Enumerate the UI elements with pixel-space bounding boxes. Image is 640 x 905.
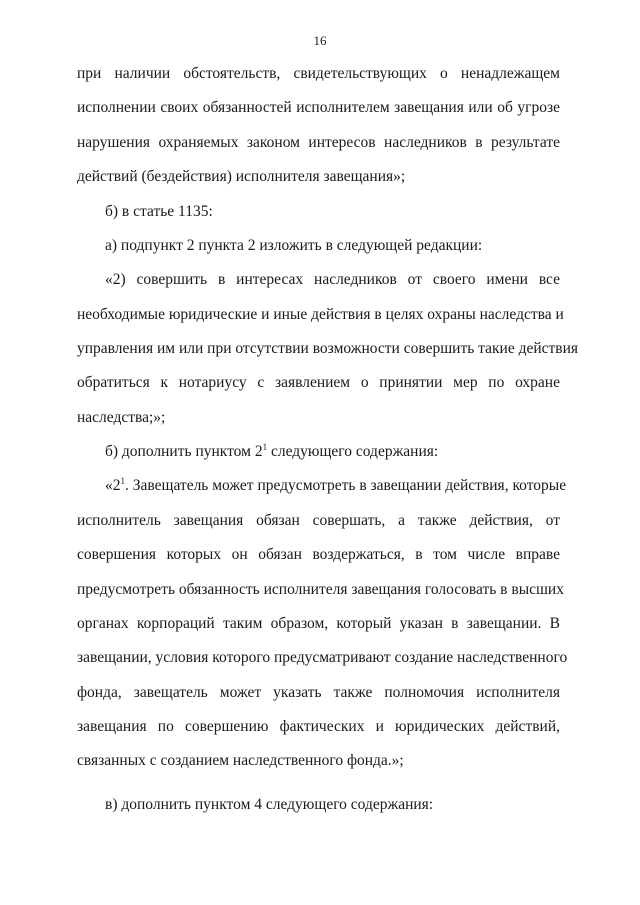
page-number: 16	[313, 33, 327, 48]
text-line: органах корпораций таким образом, который указан в завещании. В	[77, 615, 560, 632]
text-line: связанных с созданием наследственного фонда.»;	[77, 752, 404, 769]
text-fragment: «2	[105, 477, 121, 494]
text-line: завещания по совершению фактических и юридических действий,	[77, 718, 560, 735]
text-line: в) дополнить пунктом 4 следующего содержания:	[105, 796, 434, 813]
superscript: 1	[262, 442, 268, 452]
text-line: действий (бездействия) исполнителя завещания»;	[77, 168, 406, 185]
text-fragment: б) дополнить пунктом 2	[105, 443, 263, 460]
text-line: совершения которых он обязан воздержаться, в том числе вправе	[77, 546, 560, 563]
text-line: а) подпункт 2 пункта 2 изложить в следующей редакции:	[105, 237, 483, 254]
text-line: завещании, условия которого предусматривают создание наследственного	[77, 649, 568, 666]
text-line: наследства;»;	[77, 409, 166, 426]
text-fragment: следующего содержания:	[267, 443, 439, 460]
text-line: исполнении своих обязанностей исполнителем завещания или об угрозе	[77, 99, 560, 116]
text-line: необходимые юридические и иные действия в целях охраны наследства и	[77, 306, 564, 323]
text-line	[105, 476, 567, 496]
text-line: управления им или при отсутствии возможности совершить такие действия	[77, 340, 579, 357]
text-line: предусмотреть обязанность исполнителя завещания голосовать в высших	[77, 581, 564, 598]
text-line: исполнитель завещания обязан совершать, а также действия, от	[77, 512, 560, 529]
text-line: нарушения охраняемых законом интересов наследников в результате	[77, 134, 560, 151]
text-line: фонда, завещатель может указать также полномочия исполнителя	[77, 684, 560, 701]
text-fragment: . Завещатель может предусмотреть в завещании действия, которые	[125, 477, 567, 494]
text-line: при наличии обстоятельств, свидетельствующих о ненадлежащем	[77, 65, 560, 82]
superscript: 1	[120, 476, 125, 486]
text-line: «2) совершить в интересах наследников от своего имени все	[105, 271, 560, 288]
text-line: б) в статье 1135:	[105, 203, 213, 220]
text-line: обратиться к нотариусу с заявлением о принятии мер по охране	[77, 374, 560, 391]
text-line	[105, 442, 560, 462]
